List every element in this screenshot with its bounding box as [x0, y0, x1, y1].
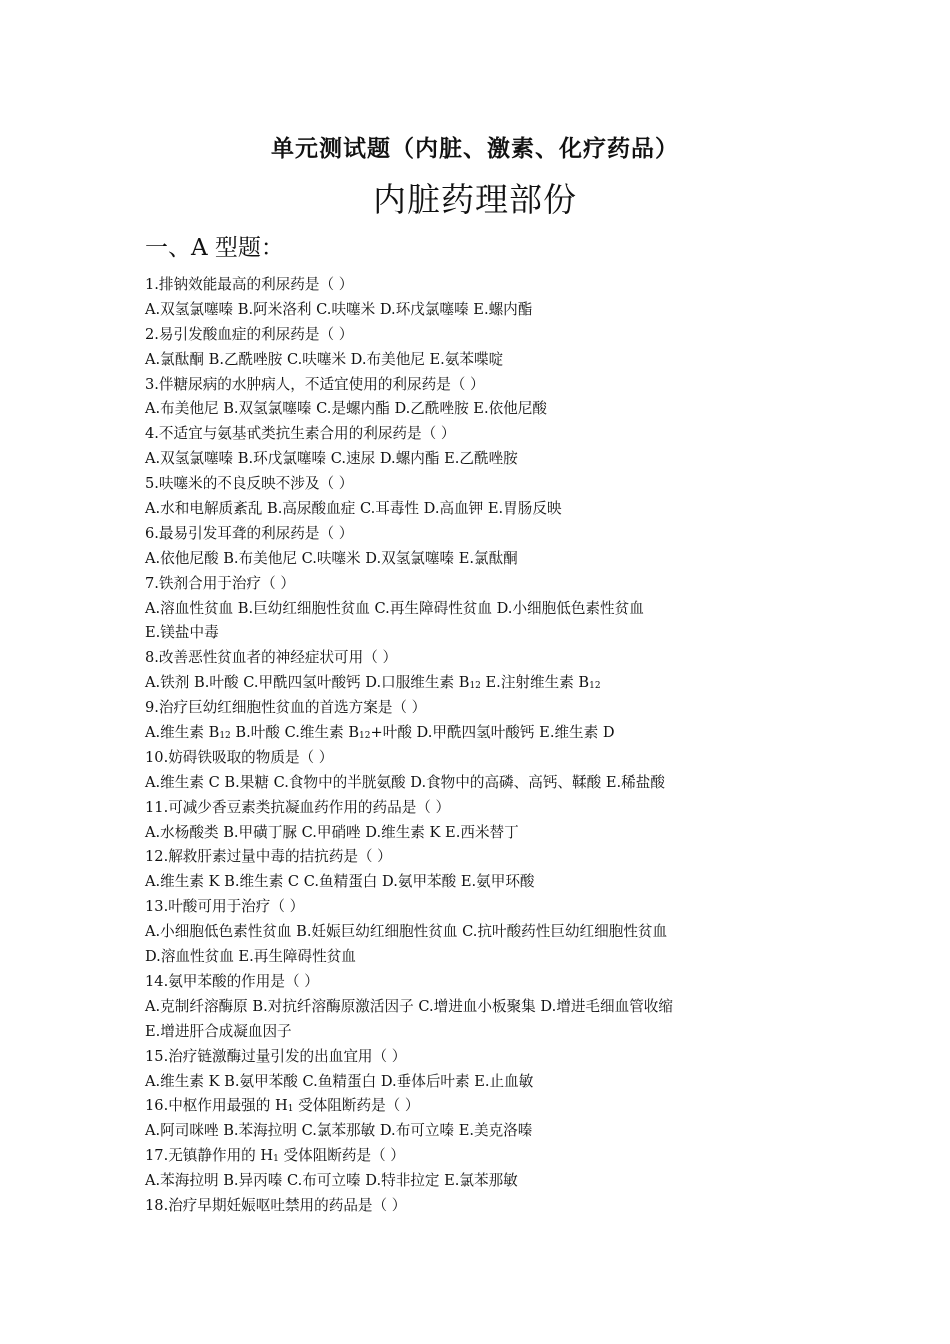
- line-text: A.克制纤溶酶原 B.对抗纤溶酶原激活因子 C.增进血小板聚集 D.增进毛细血管收缩: [145, 997, 673, 1015]
- options-line: [145, 945, 825, 970]
- question-line: [145, 522, 825, 547]
- options-line: [145, 1119, 825, 1144]
- question-line: [145, 273, 825, 298]
- question-line: [145, 970, 825, 995]
- options-line: [145, 547, 825, 572]
- line-text: A.小细胞低色素性贫血 B.妊娠巨幼红细胞性贫血 C.抗叶酸药性巨幼红细胞性贫血: [145, 923, 668, 941]
- line-text: 12.解救肝素过量中毒的拮抗药是（ ）: [145, 848, 392, 866]
- line-text: A.铁剂 B.叶酸 C.甲酰四氢叶酸钙 D.口服维生素 B: [145, 674, 470, 692]
- options-line: [145, 621, 825, 646]
- line-text: 16.中枢作用最强的 H: [145, 1097, 288, 1115]
- question-line: [145, 1194, 825, 1219]
- line-text: 8.改善恶性贫血者的神经症状可用（ ）: [145, 649, 398, 667]
- question-line: [145, 1045, 825, 1070]
- line-text: A.双氢氯噻嗪 B.环戊氯噻嗪 C.速尿 D.螺内酯 E.乙酰唑胺: [145, 450, 518, 468]
- line-text: 2.易引发酸血症的利尿药是（ ）: [145, 325, 354, 343]
- section-title: 内脏药理部份: [373, 180, 577, 219]
- subscript-text: 1: [287, 1104, 294, 1115]
- line-text: A.水杨酸类 B.甲磺丁脲 C.甲硝唑 D.维生素 K E.西米替丁: [145, 823, 519, 841]
- question-line: [145, 696, 825, 721]
- line-text: 17.无镇静作用的 H: [145, 1147, 274, 1165]
- line-text: 5.呋噻米的不良反映不涉及（ ）: [145, 475, 354, 493]
- options-line: [145, 298, 825, 323]
- line-text: 3.伴糖尿病的水肿病人，不适宜使用的利尿药是（ ）: [145, 375, 485, 393]
- line-text: A.维生素 K B.维生素 C C.鱼精蛋白 D.氨甲苯酸 E.氨甲环酸: [145, 873, 535, 891]
- subscript-text: 1: [273, 1154, 279, 1165]
- options-line: [145, 597, 825, 622]
- question-line: [145, 572, 825, 597]
- line-text: 受体阻断药是（ ）: [293, 1097, 420, 1115]
- line-text: 4.不适宜与氨基甙类抗生素合用的利尿药是（ ）: [145, 425, 456, 443]
- line-text: D.溶血性贫血 E.再生障碍性贫血: [145, 948, 356, 966]
- options-line: [145, 1169, 825, 1194]
- line-text: 1.排钠效能最高的利尿药是（ ）: [145, 276, 354, 293]
- question-line: [145, 1144, 825, 1169]
- page-title: 单元测试题（内脏、激素、化疗药品）: [271, 135, 679, 162]
- options-line: [145, 397, 825, 422]
- question-line: [145, 646, 825, 671]
- line-text: E.镁盐中毒: [145, 624, 219, 642]
- line-text: A.氯酞酮 B.乙酰唑胺 C.呋噻米 D.布美他尼 E.氨苯喋啶: [145, 350, 504, 368]
- line-text: 10.妨碍铁吸取的物质是（ ）: [145, 748, 334, 766]
- options-line: [145, 920, 825, 945]
- options-line: [145, 447, 825, 472]
- subscript-text: 12: [359, 731, 371, 742]
- line-text: E.注射维生素 B: [480, 674, 590, 692]
- options-line: [145, 1070, 825, 1095]
- question-line: [145, 373, 825, 398]
- question-line: [145, 1094, 825, 1119]
- line-text: E.增进肝合成凝血因子: [145, 1022, 292, 1040]
- question-list: [145, 273, 825, 1219]
- line-text: 6.最易引发耳聋的利尿药是（ ）: [145, 524, 354, 542]
- line-text: 14.氨甲苯酸的作用是（ ）: [145, 972, 319, 990]
- question-type-heading: 一、A 型题：: [145, 235, 284, 261]
- options-line: [145, 995, 825, 1020]
- options-line: [145, 497, 825, 522]
- line-text: A.溶血性贫血 B.巨幼红细胞性贫血 C.再生障碍性贫血 D.小细胞低色素性贫血: [145, 599, 644, 617]
- options-line: [145, 1020, 825, 1045]
- line-text: A.阿司咪唑 B.苯海拉明 C.氯苯那敏 D.布可立嗪 E.美克洛嗪: [145, 1122, 533, 1140]
- line-text: B.叶酸 C.维生素 B: [230, 724, 360, 742]
- question-line: [145, 895, 825, 920]
- line-text: 13.叶酸可用于治疗（ ）: [145, 898, 305, 916]
- options-line: [145, 671, 825, 696]
- line-text: A.水和电解质紊乱 B.高尿酸血症 C.耳毒性 D.高血钾 E.胃肠反映: [145, 500, 562, 518]
- line-text: +叶酸 D.甲酰四氢叶酸钙 E.维生素 D: [370, 724, 615, 742]
- subscript-text: 12: [219, 731, 231, 742]
- line-text: 15.治疗链激酶过量引发的出血宜用（ ）: [145, 1047, 407, 1065]
- line-text: 7.铁剂合用于治疗（ ）: [145, 574, 295, 592]
- line-text: 11.可减少香豆素类抗凝血药作用的药品是（ ）: [145, 798, 451, 816]
- options-line: [145, 721, 825, 746]
- question-line: [145, 323, 825, 348]
- subscript-text: 12: [469, 681, 481, 692]
- question-line: [145, 796, 825, 821]
- line-text: A.布美他尼 B.双氢氯噻嗪 C.是螺内酯 D.乙酰唑胺 E.依他尼酸: [145, 400, 547, 418]
- line-text: A.依他尼酸 B.布美他尼 C.呋噻米 D.双氢氯噻嗪 E.氯酞酮: [145, 549, 518, 567]
- line-text: 受体阻断药是（ ）: [278, 1147, 405, 1165]
- line-text: A.双氢氯噻嗪 B.阿米洛利 C.呋噻米 D.环戊氯噻嗪 E.螺内酯: [145, 300, 533, 318]
- line-text: A.维生素 B: [145, 724, 220, 742]
- question-line: [145, 422, 825, 447]
- line-text: A.维生素 K B.氨甲苯酸 C.鱼精蛋白 D.垂体后叶素 E.止血敏: [145, 1072, 534, 1090]
- line-text: 18.治疗早期妊娠呕吐禁用的药品是（ ）: [145, 1196, 407, 1214]
- question-line: [145, 845, 825, 870]
- subscript-text: 12: [589, 681, 601, 692]
- line-text: A.维生素 C B.果糖 C.食物中的半胱氨酸 D.食物中的高磷、高钙、鞣酸 E.稀盐酸: [145, 773, 665, 791]
- options-line: [145, 348, 825, 373]
- options-line: [145, 771, 825, 796]
- line-text: 9.治疗巨幼红细胞性贫血的首选方案是（ ）: [145, 699, 427, 717]
- question-line: [145, 472, 825, 497]
- options-line: [145, 870, 825, 895]
- question-line: [145, 746, 825, 771]
- line-text: A.苯海拉明 B.异丙嗪 C.布可立嗪 D.特非拉定 E.氯苯那敏: [145, 1172, 518, 1190]
- options-line: [145, 821, 825, 846]
